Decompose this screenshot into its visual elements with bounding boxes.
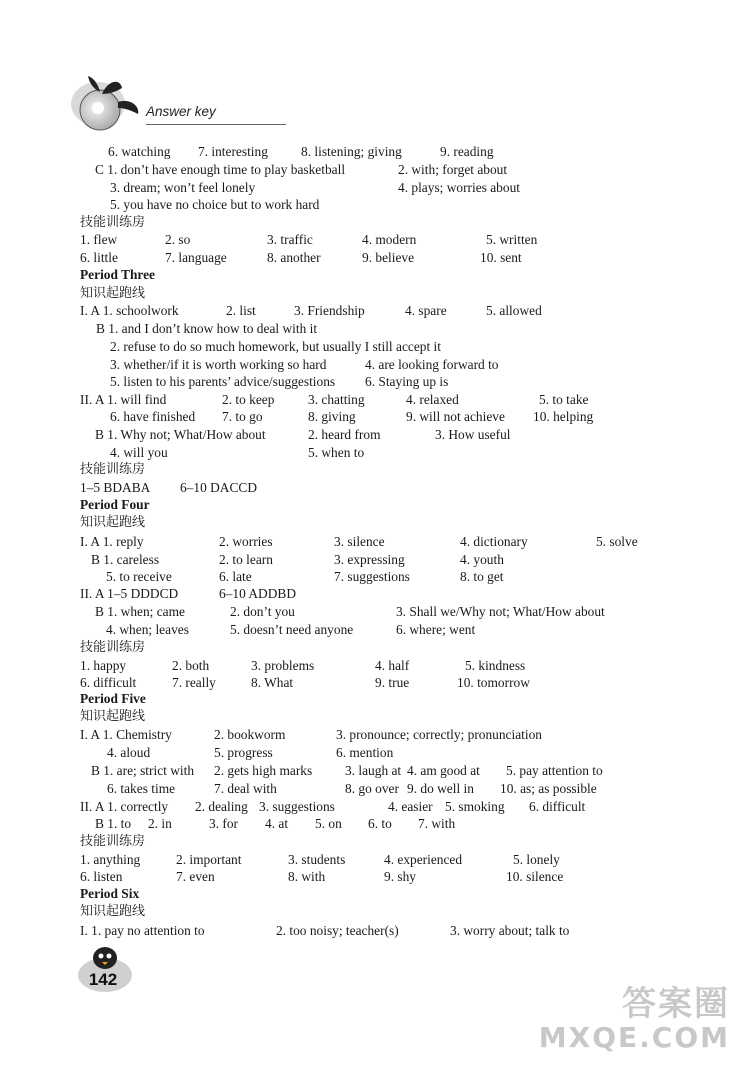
answer-item: B 1. Why not; What/How about — [95, 427, 266, 442]
answer-item: 6. Staying up is — [365, 374, 449, 389]
answer-item: 6. little — [80, 250, 118, 265]
section-heading: Period Five — [80, 691, 146, 706]
answer-line — [0, 815, 750, 833]
answer-item: 2. heard from — [308, 427, 381, 442]
answer-item: 4. dictionary — [460, 534, 528, 549]
answer-item: 5. pay attention to — [506, 763, 603, 778]
answer-item: 7. with — [418, 816, 456, 831]
answer-line — [0, 338, 750, 356]
answer-line — [0, 657, 750, 675]
header-divider — [146, 124, 286, 125]
subsection-label: 知识起跑线 — [80, 515, 146, 530]
answer-item: 2. with; forget about — [398, 162, 508, 177]
answer-line — [0, 444, 750, 462]
answer-item: 9. believe — [362, 250, 415, 265]
answer-item: 5. smoking — [445, 799, 505, 814]
answer-item: 4. spare — [405, 303, 447, 318]
answer-item: 5. to receive — [106, 569, 172, 584]
answer-line — [0, 903, 750, 921]
answer-item: 3. suggestions — [259, 799, 335, 814]
answer-line — [0, 356, 750, 374]
answer-item: 9. reading — [440, 144, 494, 159]
answer-item: 8. to get — [460, 569, 504, 584]
answer-line — [0, 231, 750, 249]
answer-item: 3. Shall we/Why not; What/How about — [396, 604, 605, 619]
answer-item: 3. traffic — [267, 232, 313, 247]
answer-item: 2. don’t you — [230, 604, 295, 619]
answer-item: 5. on — [315, 816, 342, 831]
answer-item: 5. lonely — [513, 852, 560, 867]
answer-line — [0, 143, 750, 161]
answer-line — [0, 568, 750, 586]
answer-line — [0, 461, 750, 479]
answer-item: 2. important — [176, 852, 242, 867]
answer-line — [0, 496, 750, 514]
answer-line — [0, 408, 750, 426]
answer-item: 6–10 DACCD — [180, 480, 258, 495]
section-heading: Period Four — [80, 497, 150, 512]
answer-item: 3. worry about; talk to — [450, 923, 570, 938]
answer-item: 3. Friendship — [294, 303, 365, 318]
answer-item: 9. will not achieve — [406, 409, 505, 424]
answer-line — [0, 533, 750, 551]
subsection-label: 技能训练房 — [80, 640, 146, 655]
subsection-label: 技能训练房 — [80, 834, 146, 849]
answer-item: 7. interesting — [198, 144, 268, 159]
answer-item: 1. flew — [80, 232, 118, 247]
answer-item: 3. silence — [334, 534, 385, 549]
answer-item: 2. worries — [219, 534, 273, 549]
section-heading: Period Six — [80, 886, 140, 901]
answer-item: 2. gets high marks — [214, 763, 313, 778]
answer-item: 6. late — [219, 569, 252, 584]
answer-line — [0, 851, 750, 869]
answer-line — [0, 798, 750, 816]
answer-item: 4. half — [375, 658, 410, 673]
answer-item: 2. refuse to do so much homework, but usually I still accept it — [110, 339, 441, 354]
answer-item: 2. to learn — [219, 552, 273, 567]
answer-item: 7. even — [176, 869, 215, 884]
answer-item: 4. am good at — [407, 763, 480, 778]
answer-line — [0, 302, 750, 320]
answer-item: 3. problems — [251, 658, 315, 673]
answer-item: 8. with — [288, 869, 326, 884]
answer-item: II. A 1. will find — [80, 392, 167, 407]
answer-item: 3. chatting — [308, 392, 365, 407]
answer-item: 2. both — [172, 658, 210, 673]
answer-item: 7. language — [165, 250, 227, 265]
answer-item: 2. too noisy; teacher(s) — [276, 923, 399, 938]
answer-item: 6. listen — [80, 869, 123, 884]
subsection-label: 知识起跑线 — [80, 709, 146, 724]
answer-line — [0, 744, 750, 762]
answer-item: 5. to take — [539, 392, 589, 407]
answer-item: 6. takes time — [107, 781, 176, 796]
answer-item: 5. allowed — [486, 303, 542, 318]
answer-line — [0, 161, 750, 179]
answer-item: 4. plays; worries about — [398, 180, 520, 195]
answer-item: 3. dream; won’t feel lonely — [110, 180, 256, 195]
answer-line — [0, 320, 750, 338]
answer-item: 2. in — [148, 816, 172, 831]
answer-item: I. A 1. Chemistry — [80, 727, 172, 742]
answer-item: 6. to — [368, 816, 392, 831]
answer-line — [0, 285, 750, 303]
answer-item: 4. are looking forward to — [365, 357, 499, 372]
answer-item: 9. true — [375, 675, 410, 690]
watermark-url: MXQE.COM — [538, 1021, 730, 1055]
answer-item: B 1. when; came — [95, 604, 185, 619]
answer-line — [0, 179, 750, 197]
answer-item: 6–10 ADDBD — [219, 586, 297, 601]
answer-item: 4. easier — [388, 799, 433, 814]
answer-line — [0, 833, 750, 851]
answer-item: 3. pronounce; correctly; pronunciation — [336, 727, 542, 742]
answer-item: 5. doesn’t need anyone — [230, 622, 354, 637]
answer-line — [0, 266, 750, 284]
answer-line — [0, 639, 750, 657]
answer-line — [0, 621, 750, 639]
answer-item: 6. difficult — [529, 799, 586, 814]
answer-item: 6. watching — [108, 144, 171, 159]
answer-item: B 1. to — [95, 816, 132, 831]
answer-item: 9. do well in — [407, 781, 474, 796]
answer-item: 3. whether/if it is worth working so hard — [110, 357, 327, 372]
answer-item: 8. another — [267, 250, 321, 265]
answer-item: 6. difficult — [80, 675, 137, 690]
answer-item: 5. when to — [308, 445, 365, 460]
answer-item: 7. really — [172, 675, 216, 690]
answer-item: 1–5 BDABA — [80, 480, 151, 495]
answer-item: B 1. and I don’t know how to deal with it — [96, 321, 318, 336]
answer-item: 9. shy — [384, 869, 416, 884]
answer-item: 8. What — [251, 675, 294, 690]
answer-line — [0, 690, 750, 708]
answer-item: 3. How useful — [435, 427, 511, 442]
answer-line — [0, 551, 750, 569]
answer-item: 3. expressing — [334, 552, 405, 567]
answer-item: 4. relaxed — [406, 392, 459, 407]
answer-item: 3. for — [209, 816, 239, 831]
subsection-label: 知识起跑线 — [80, 286, 146, 301]
answer-line — [0, 426, 750, 444]
answer-item: 4. aloud — [107, 745, 151, 760]
answer-line — [0, 391, 750, 409]
answer-item: B 1. careless — [91, 552, 160, 567]
answer-item: 6. have finished — [110, 409, 196, 424]
answer-item: I. A 1. reply — [80, 534, 144, 549]
answer-item: 5. you have no choice but to work hard — [110, 197, 320, 212]
answer-line — [0, 922, 750, 940]
answer-line — [0, 868, 750, 886]
answer-item: 10. helping — [533, 409, 594, 424]
answer-item: B 1. are; strict with — [91, 763, 195, 778]
apple-logo-icon — [68, 68, 148, 140]
answer-line — [0, 708, 750, 726]
answer-item: 2. so — [165, 232, 191, 247]
answer-item: 5. solve — [596, 534, 638, 549]
answer-item: 10. sent — [480, 250, 522, 265]
answer-item: 4. modern — [362, 232, 417, 247]
header-title: Answer key — [146, 104, 216, 119]
answer-item: 5. listen to his parents’ advice/suggestions — [110, 374, 336, 389]
answer-item: 3. students — [288, 852, 346, 867]
answer-line — [0, 373, 750, 391]
answer-item: 4. at — [265, 816, 289, 831]
subsection-label: 技能训练房 — [80, 462, 146, 477]
answer-item: I. 1. pay no attention to — [80, 923, 205, 938]
answer-item: 2. to keep — [222, 392, 275, 407]
answer-item: 8. go over — [345, 781, 399, 796]
answer-line — [0, 214, 750, 232]
answer-item: 4. when; leaves — [106, 622, 189, 637]
answer-item: 6. mention — [336, 745, 394, 760]
answer-line — [0, 780, 750, 798]
answer-line — [0, 249, 750, 267]
answer-item: 6. where; went — [396, 622, 476, 637]
answer-line — [0, 514, 750, 532]
answer-line — [0, 762, 750, 780]
watermark-logo-text: 答案圈 — [622, 983, 730, 1024]
answer-line — [0, 885, 750, 903]
subsection-label: 知识起跑线 — [80, 904, 146, 919]
answer-line — [0, 726, 750, 744]
answer-item: C 1. don’t have enough time to play basketball — [95, 162, 346, 177]
answer-item: 1. happy — [80, 658, 127, 673]
answer-item: 3. laugh at — [345, 763, 402, 778]
answer-item: 10. silence — [506, 869, 564, 884]
answer-item: 4. experienced — [384, 852, 463, 867]
answer-item: 10. as; as possible — [500, 781, 597, 796]
answer-item: 8. giving — [308, 409, 356, 424]
watermark — [538, 983, 730, 1055]
subsection-label: 技能训练房 — [80, 215, 146, 230]
answer-item: II. A 1–5 DDDCD — [80, 586, 179, 601]
answer-item: II. A 1. correctly — [80, 799, 169, 814]
answer-item: 7. deal with — [214, 781, 277, 796]
answer-item: 1. anything — [80, 852, 141, 867]
answer-line — [0, 603, 750, 621]
answer-item: 8. listening; giving — [301, 144, 402, 159]
answer-line — [0, 479, 750, 497]
answer-item: 2. list — [226, 303, 256, 318]
answer-item: 10. tomorrow — [457, 675, 530, 690]
answer-item: 2. dealing — [195, 799, 248, 814]
answer-item: 2. bookworm — [214, 727, 286, 742]
answer-item: I. A 1. schoolwork — [80, 303, 179, 318]
answer-item: 4. youth — [460, 552, 504, 567]
answer-item: 7. suggestions — [334, 569, 410, 584]
answer-item: 5. written — [486, 232, 538, 247]
answer-line — [0, 196, 750, 214]
page-number: 142 — [88, 970, 118, 989]
answer-line — [0, 585, 750, 603]
answer-item: 5. progress — [214, 745, 273, 760]
section-heading: Period Three — [80, 267, 156, 282]
answer-item: 5. kindness — [465, 658, 526, 673]
answer-item: 4. will you — [110, 445, 168, 460]
answer-item: 7. to go — [222, 409, 263, 424]
